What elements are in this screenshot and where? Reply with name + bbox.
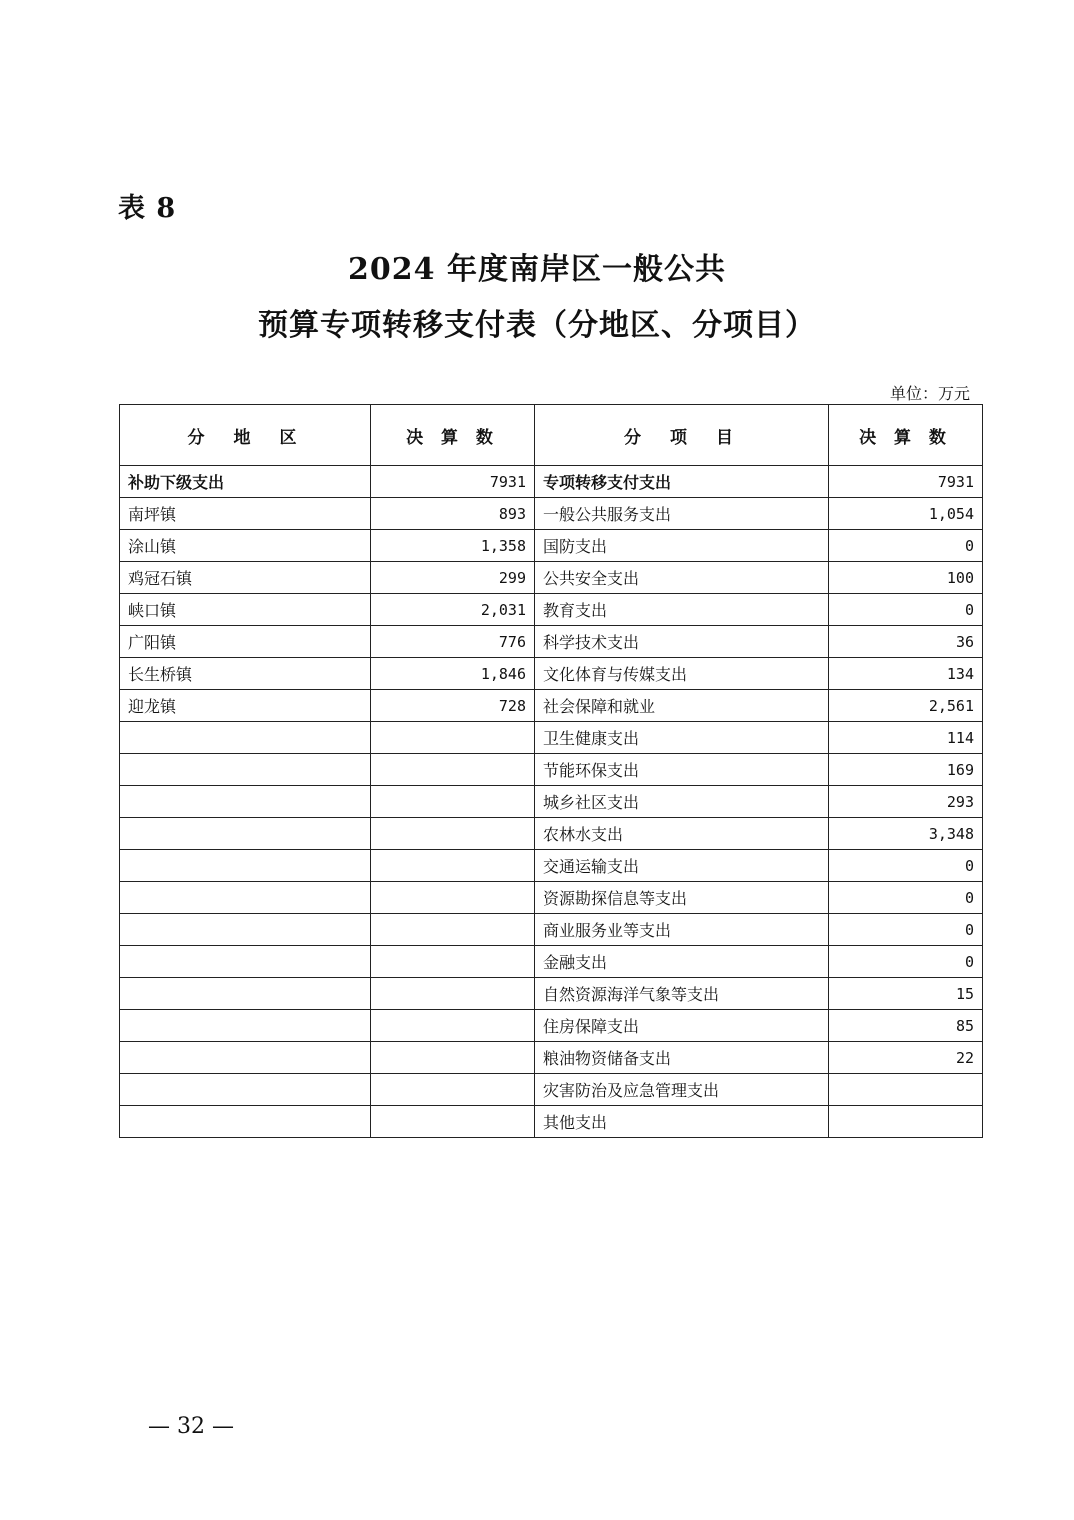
unit-note: 单位：万元 <box>889 384 970 403</box>
region-cell: 长生桥镇 <box>120 658 371 690</box>
item-cell: 社会保障和就业 <box>535 690 829 722</box>
item-cell: 教育支出 <box>535 594 829 626</box>
region-value-cell: 893 <box>371 498 535 530</box>
region-value-cell <box>371 978 535 1010</box>
total-region-value: 7931 <box>371 466 535 498</box>
item-cell: 农林水支出 <box>535 818 829 850</box>
total-region: 补助下级支出 <box>120 466 371 498</box>
item-cell: 金融支出 <box>535 946 829 978</box>
header-item: 分 项 目 <box>535 405 829 466</box>
region-cell <box>120 786 371 818</box>
item-value-cell: 0 <box>829 530 983 562</box>
table-row <box>120 530 983 562</box>
region-cell <box>120 946 371 978</box>
region-value-cell: 776 <box>371 626 535 658</box>
table-row <box>120 1106 983 1138</box>
region-value-cell <box>371 722 535 754</box>
item-cell: 国防支出 <box>535 530 829 562</box>
item-value-cell <box>829 1074 983 1106</box>
table-header-row <box>120 405 983 466</box>
item-cell: 交通运输支出 <box>535 850 829 882</box>
item-cell: 科学技术支出 <box>535 626 829 658</box>
region-cell <box>120 914 371 946</box>
region-value-cell <box>371 1106 535 1138</box>
table-row <box>120 754 983 786</box>
item-value-cell: 3,348 <box>829 818 983 850</box>
region-value-cell: 1,846 <box>371 658 535 690</box>
region-cell: 南坪镇 <box>120 498 371 530</box>
region-value-cell <box>371 882 535 914</box>
table-row <box>120 882 983 914</box>
region-value-cell <box>371 1042 535 1074</box>
region-cell <box>120 722 371 754</box>
item-value-cell: 169 <box>829 754 983 786</box>
item-cell: 节能环保支出 <box>535 754 829 786</box>
region-value-cell: 1,358 <box>371 530 535 562</box>
region-cell: 迎龙镇 <box>120 690 371 722</box>
item-value-cell: 114 <box>829 722 983 754</box>
region-cell <box>120 850 371 882</box>
region-cell <box>120 882 371 914</box>
header-item-value: 决 算 数 <box>829 405 983 466</box>
table-row <box>120 978 983 1010</box>
page-title-line2: 预算专项转移支付表（分地区、分项目） <box>258 308 816 343</box>
header-region: 分 地 区 <box>120 405 371 466</box>
item-cell: 商业服务业等支出 <box>535 914 829 946</box>
item-value-cell: 293 <box>829 786 983 818</box>
item-cell: 住房保障支出 <box>535 1010 829 1042</box>
item-value-cell: 2,561 <box>829 690 983 722</box>
item-value-cell: 134 <box>829 658 983 690</box>
table-row <box>120 786 983 818</box>
item-value-cell: 0 <box>829 946 983 978</box>
item-value-cell <box>829 1106 983 1138</box>
region-value-cell: 2,031 <box>371 594 535 626</box>
region-cell: 峡口镇 <box>120 594 371 626</box>
item-cell: 城乡社区支出 <box>535 786 829 818</box>
region-cell <box>120 1074 371 1106</box>
region-cell <box>120 818 371 850</box>
table-row <box>120 690 983 722</box>
table-row <box>120 658 983 690</box>
region-value-cell <box>371 786 535 818</box>
total-item: 专项转移支付支出 <box>535 466 829 498</box>
page-number: — 32 — <box>148 1414 234 1439</box>
table-row <box>120 850 983 882</box>
table-row <box>120 594 983 626</box>
table-row <box>120 498 983 530</box>
item-value-cell: 36 <box>829 626 983 658</box>
item-value-cell: 0 <box>829 914 983 946</box>
item-value-cell: 1,054 <box>829 498 983 530</box>
item-cell: 粮油物资储备支出 <box>535 1042 829 1074</box>
item-value-cell: 0 <box>829 882 983 914</box>
region-value-cell <box>371 946 535 978</box>
region-cell <box>120 1106 371 1138</box>
item-cell: 资源勘探信息等支出 <box>535 882 829 914</box>
table-row <box>120 1074 983 1106</box>
item-cell: 文化体育与传媒支出 <box>535 658 829 690</box>
table-row <box>120 1010 983 1042</box>
table-row <box>120 562 983 594</box>
total-row <box>120 466 983 498</box>
table-row <box>120 722 983 754</box>
item-value-cell: 85 <box>829 1010 983 1042</box>
item-cell: 一般公共服务支出 <box>535 498 829 530</box>
region-cell: 鸡冠石镇 <box>120 562 371 594</box>
region-value-cell <box>371 1010 535 1042</box>
item-value-cell: 15 <box>829 978 983 1010</box>
total-item-value: 7931 <box>829 466 983 498</box>
item-cell: 卫生健康支出 <box>535 722 829 754</box>
region-cell: 涂山镇 <box>120 530 371 562</box>
region-cell: 广阳镇 <box>120 626 371 658</box>
table-label: 表 8 <box>118 193 177 224</box>
table-row <box>120 1042 983 1074</box>
region-cell <box>120 1042 371 1074</box>
item-value-cell: 0 <box>829 594 983 626</box>
item-value-cell: 22 <box>829 1042 983 1074</box>
region-value-cell <box>371 754 535 786</box>
item-cell: 其他支出 <box>535 1106 829 1138</box>
page-title-line1: 2024 年度南岸区一般公共 <box>348 252 726 287</box>
table-row <box>120 946 983 978</box>
region-value-cell: 299 <box>371 562 535 594</box>
item-cell: 公共安全支出 <box>535 562 829 594</box>
table-row <box>120 818 983 850</box>
region-cell <box>120 978 371 1010</box>
region-value-cell <box>371 1074 535 1106</box>
region-value-cell <box>371 850 535 882</box>
item-value-cell: 0 <box>829 850 983 882</box>
region-cell <box>120 754 371 786</box>
region-cell <box>120 1010 371 1042</box>
region-value-cell <box>371 914 535 946</box>
item-value-cell: 100 <box>829 562 983 594</box>
item-cell: 自然资源海洋气象等支出 <box>535 978 829 1010</box>
region-value-cell <box>371 818 535 850</box>
transfer-payment-table <box>119 404 983 1138</box>
header-region-value: 决 算 数 <box>371 405 535 466</box>
table-row <box>120 914 983 946</box>
item-cell: 灾害防治及应急管理支出 <box>535 1074 829 1106</box>
region-value-cell: 728 <box>371 690 535 722</box>
table-row <box>120 626 983 658</box>
